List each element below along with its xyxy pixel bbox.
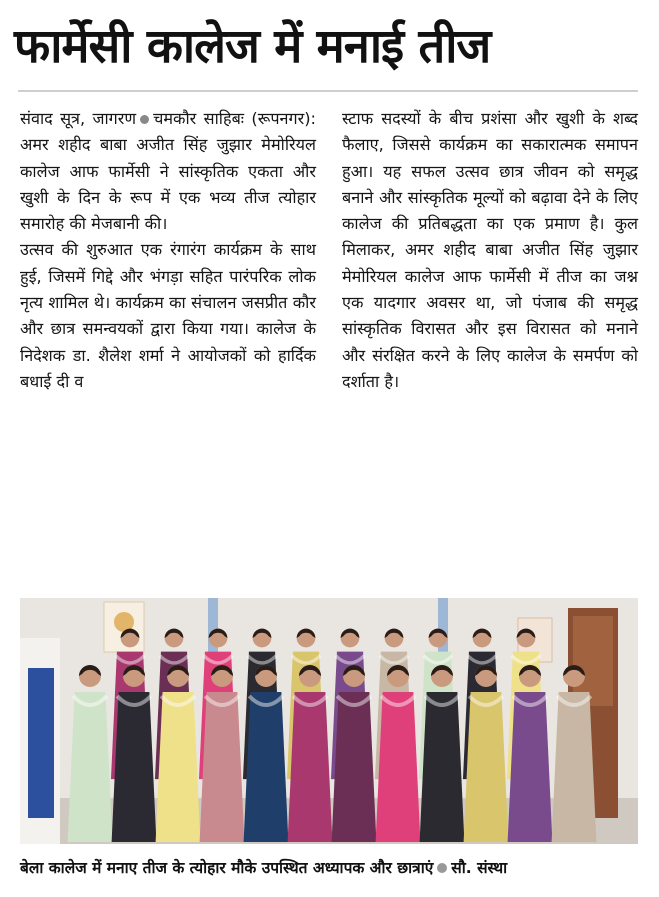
- article-paragraph-1: [20, 106, 316, 237]
- article-paragraph-1-text: अमर शहीद बाबा अजीत सिंह जुझार मेमोरियल कालेज आफ फार्मेसी ने सांस्कृतिक एकता और खुशी के दिन के रूप में एक भव्य तीज त्योहार समारोह की मेजबानी की।: [20, 135, 316, 234]
- person-outfit: [464, 692, 509, 842]
- person-outfit: [332, 692, 377, 842]
- photo-tile-strip-1: [208, 598, 218, 658]
- byline-place: चमकौर साहिबः (रूपनगर):: [153, 109, 316, 128]
- person-outfit: [508, 692, 553, 842]
- article-column-left: [20, 106, 316, 395]
- headline: फार्मेसी कालेज में मनाई तीज: [14, 19, 491, 74]
- person-outfit: [200, 692, 245, 842]
- photo-credit: सौ. संस्था: [451, 859, 508, 877]
- photo-caption: [20, 851, 640, 885]
- article-paragraph-2: उत्सव की शुरुआत एक रंगारंग कार्यक्रम के साथ हुई, जिसमें गिद्दे और भंगड़ा सहित पारंपरिक लोक नृत्य शामिल थे। कार्यक्रम का संचालन जसप्रीत कौर और छात्र समन्वयकों द्वारा किया गया। कालेज के निदेशक डा. शैलेश शर्मा ने आयोजकों को हार्दिक बधाई दी व: [20, 240, 316, 391]
- article-paragraph-3: स्टाफ सदस्यों के बीच प्रशंसा और खुशी के शब्द फैलाए, जिससे कार्यक्रम का सकारात्मक समापन हुआ। यह सफल उत्सव छात्र जीवन को समृद्ध बनाने और सांस्कृतिक मूल्यों को बढ़ावा देने के लिए कालेज की प्रतिबद्धता का एक प्रमाण है। कुल मिलाकर, अमर शहीद बाबा अजीत सिंह जुझार मेमोरियल कालेज आफ फार्मेसी में तीज का जश्न एक यादगार अवसर था, जो पंजाब की समृद्ध सांस्कृतिक विरासत और इस विरासत को मनाने और संरक्षित करने के लिए कालेज के समर्पण को दर्शाता है।: [342, 109, 638, 391]
- person-outfit: [68, 692, 113, 842]
- person-outfit: [376, 692, 421, 842]
- person-outfit: [156, 692, 201, 842]
- byline-source: संवाद सूत्र, जागरण: [20, 109, 137, 128]
- person-outfit: [420, 692, 465, 842]
- person-outfit: [552, 692, 597, 842]
- group-photo: [20, 598, 638, 844]
- headline-rule: [18, 90, 638, 92]
- photo-tile-strip-2: [438, 598, 448, 658]
- photo-blue-panel: [28, 668, 54, 818]
- group-photo-illustration: [20, 598, 638, 844]
- person-outfit: [244, 692, 289, 842]
- article-column-right: [342, 106, 638, 395]
- person-outfit: [112, 692, 157, 842]
- bullet-dot-icon: [140, 115, 149, 124]
- caption-bullet-dot-icon: [437, 863, 447, 873]
- photo-caption-text: बेला कालेज में मनाए तीज के त्योहार मौके उपस्थित अध्यापक और छात्राएं: [20, 859, 434, 877]
- person-outfit: [288, 692, 333, 842]
